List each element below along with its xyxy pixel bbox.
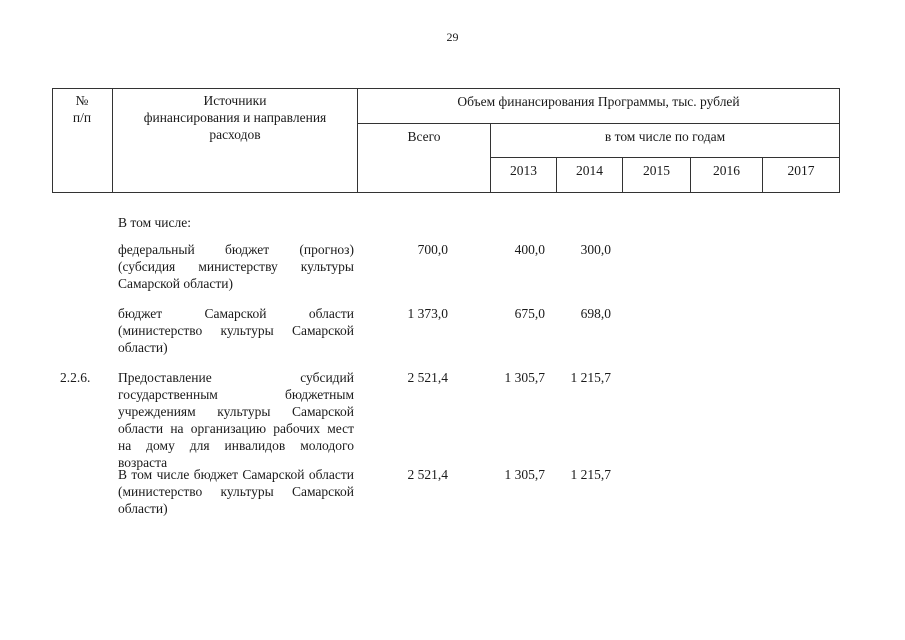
table-row-2013: 1 305,7 [504,370,545,385]
header-num: № п/п [72,93,92,125]
table-row-total: 1 373,0 [407,306,448,321]
table-row-2014: 300,0 [580,242,611,257]
header-year-2014: 2014 [576,163,603,178]
table-row-total: 2 521,4 [407,370,448,385]
header-by-years: в том числе по годам [604,129,726,144]
table-row-2013: 1 305,7 [504,467,545,482]
header-bottom-border [52,192,840,193]
table-row-label: В том числе: [118,215,191,230]
table-row-2014: 1 215,7 [570,467,611,482]
header-years-border [490,157,840,158]
table-row-source: федеральный бюджет (прогноз) (субсидия министерству культуры Самарской области) [118,242,354,291]
header-year-2017: 2017 [787,163,815,178]
header-mid-border [357,123,840,124]
table-row-total: 700,0 [417,242,448,257]
table-row-source: Предоставление субсидий государственным бюджетным учреждениям культуры Самарской области на организацию рабочих мест на дому для инвалидов молодого возраста [118,370,354,470]
table-row-source: В том числе бюджет Самарской области (министерство культуры Самарской области) [118,467,354,516]
table-row-2014: 698,0 [580,306,611,321]
table-row-2014: 1 215,7 [570,370,611,385]
header-top-border [52,88,840,89]
header-year-2013: 2013 [510,163,537,178]
table-row-source: бюджет Самарской области (министерство культуры Самарской области) [118,306,354,355]
header-volume: Объем финансирования Программы, тыс. рублей [457,94,740,109]
table-row-2013: 675,0 [514,306,545,321]
table-row-id: 2.2.6. [60,370,91,385]
table-row-total: 2 521,4 [407,467,448,482]
header-year-2015: 2015 [643,163,670,178]
table-row-2013: 400,0 [514,242,545,257]
header-sources: Источники финансирования и направления расходов [143,93,327,142]
header-year-2016: 2016 [713,163,740,178]
header-right-border [839,88,840,193]
header-total: Всего [407,129,441,144]
page-number: 29 [446,30,459,44]
